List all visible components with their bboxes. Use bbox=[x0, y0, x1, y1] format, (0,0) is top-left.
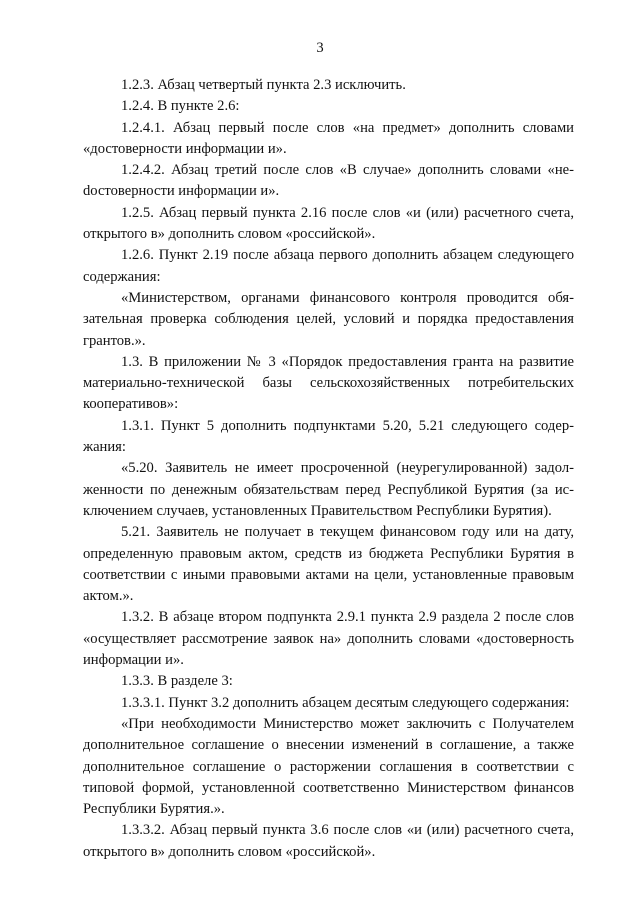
paragraph-1-3-3-2: 1.3.3.2. Абзац первый пункта 3.6 после слов «и (или) расчетного счета, открытого в» дополнить словом «российской». bbox=[83, 822, 574, 860]
paragraph-1-2-5: 1.2.5. Абзац первый пункта 2.16 после слов «и (или) расчетного счета, открытого в» дополнить словом «российской». bbox=[83, 204, 574, 243]
paragraph-quote-ministry: «Министерством, органами финансового контроля проводится обязательная проверка соблюдения целей, условий и порядка предоставления грантов.». bbox=[83, 289, 574, 349]
paragraph-1-2-3: 1.2.3. Абзац четвертый пункта 2.3 исключить. bbox=[121, 77, 406, 93]
paragraph-1-3-3: 1.3.3. В разделе 3: bbox=[121, 673, 233, 690]
paragraph-quote-agreement: «При необходимости Министерство может заключить с Получателем дополнительное соглашение о внесении изменений в соглашение, а также дополнительное соглашение о расторжении соглашения в соответствии с типовой формой, установленной соответственно Министерством финансов Республики Бурятия.». bbox=[83, 715, 574, 818]
paragraph-1-3-3-1: 1.3.3.1. Пункт 3.2 дополнить абзацем десятым следующего содержания: bbox=[121, 694, 570, 711]
paragraph-1-2-4: 1.2.4. В пункте 2.6: bbox=[121, 98, 240, 115]
document-body bbox=[83, 75, 574, 863]
paragraph-1-3: 1.3. В приложении № 3 «Порядок предоставления гранта на развитие материально-технической базы сельскохозяйственных потребительских кооперативов»: bbox=[83, 353, 574, 413]
paragraph-5-20: «5.20. Заявитель не имеет просроченной (неурегулированной) задолженности по денежным обязательствам перед Республикой Бурятия (за исключением случаев, установленных Правительством Республики Бурятия). bbox=[83, 460, 574, 519]
paragraph-1-3-1: 1.3.1. Пункт 5 дополнить подпунктами 5.20, 5.21 следующего содержания: bbox=[83, 417, 574, 456]
page-number: 3 bbox=[316, 40, 324, 56]
paragraph-5-21: 5.21. Заявитель не получает в текущем финансовом году или на дату, определенную правовым актом, средств из бюджета Республики Бурятия в соответствии с иными правовыми актами на цели, установленные правовым актом.». bbox=[83, 524, 574, 605]
paragraph-1-2-4-1: 1.2.4.1. Абзац первый после слов «на предмет» дополнить словами «достоверности информации и». bbox=[83, 119, 574, 157]
paragraph-1-2-4-2: 1.2.4.2. Абзац третий после слов «В случае» дополнить словами «неdостоверности информации и». bbox=[83, 162, 574, 200]
paragraph-1-3-2: 1.3.2. В абзаце втором подпункта 2.9.1 пункта 2.9 раздела 2 после слов «осуществляет рассмотрение заявок на» дополнить словами «достоверность информации и». bbox=[83, 609, 574, 669]
paragraph-1-2-6: 1.2.6. Пункт 2.19 после абзаца первого дополнить абзацем следующего содержания: bbox=[83, 247, 574, 285]
